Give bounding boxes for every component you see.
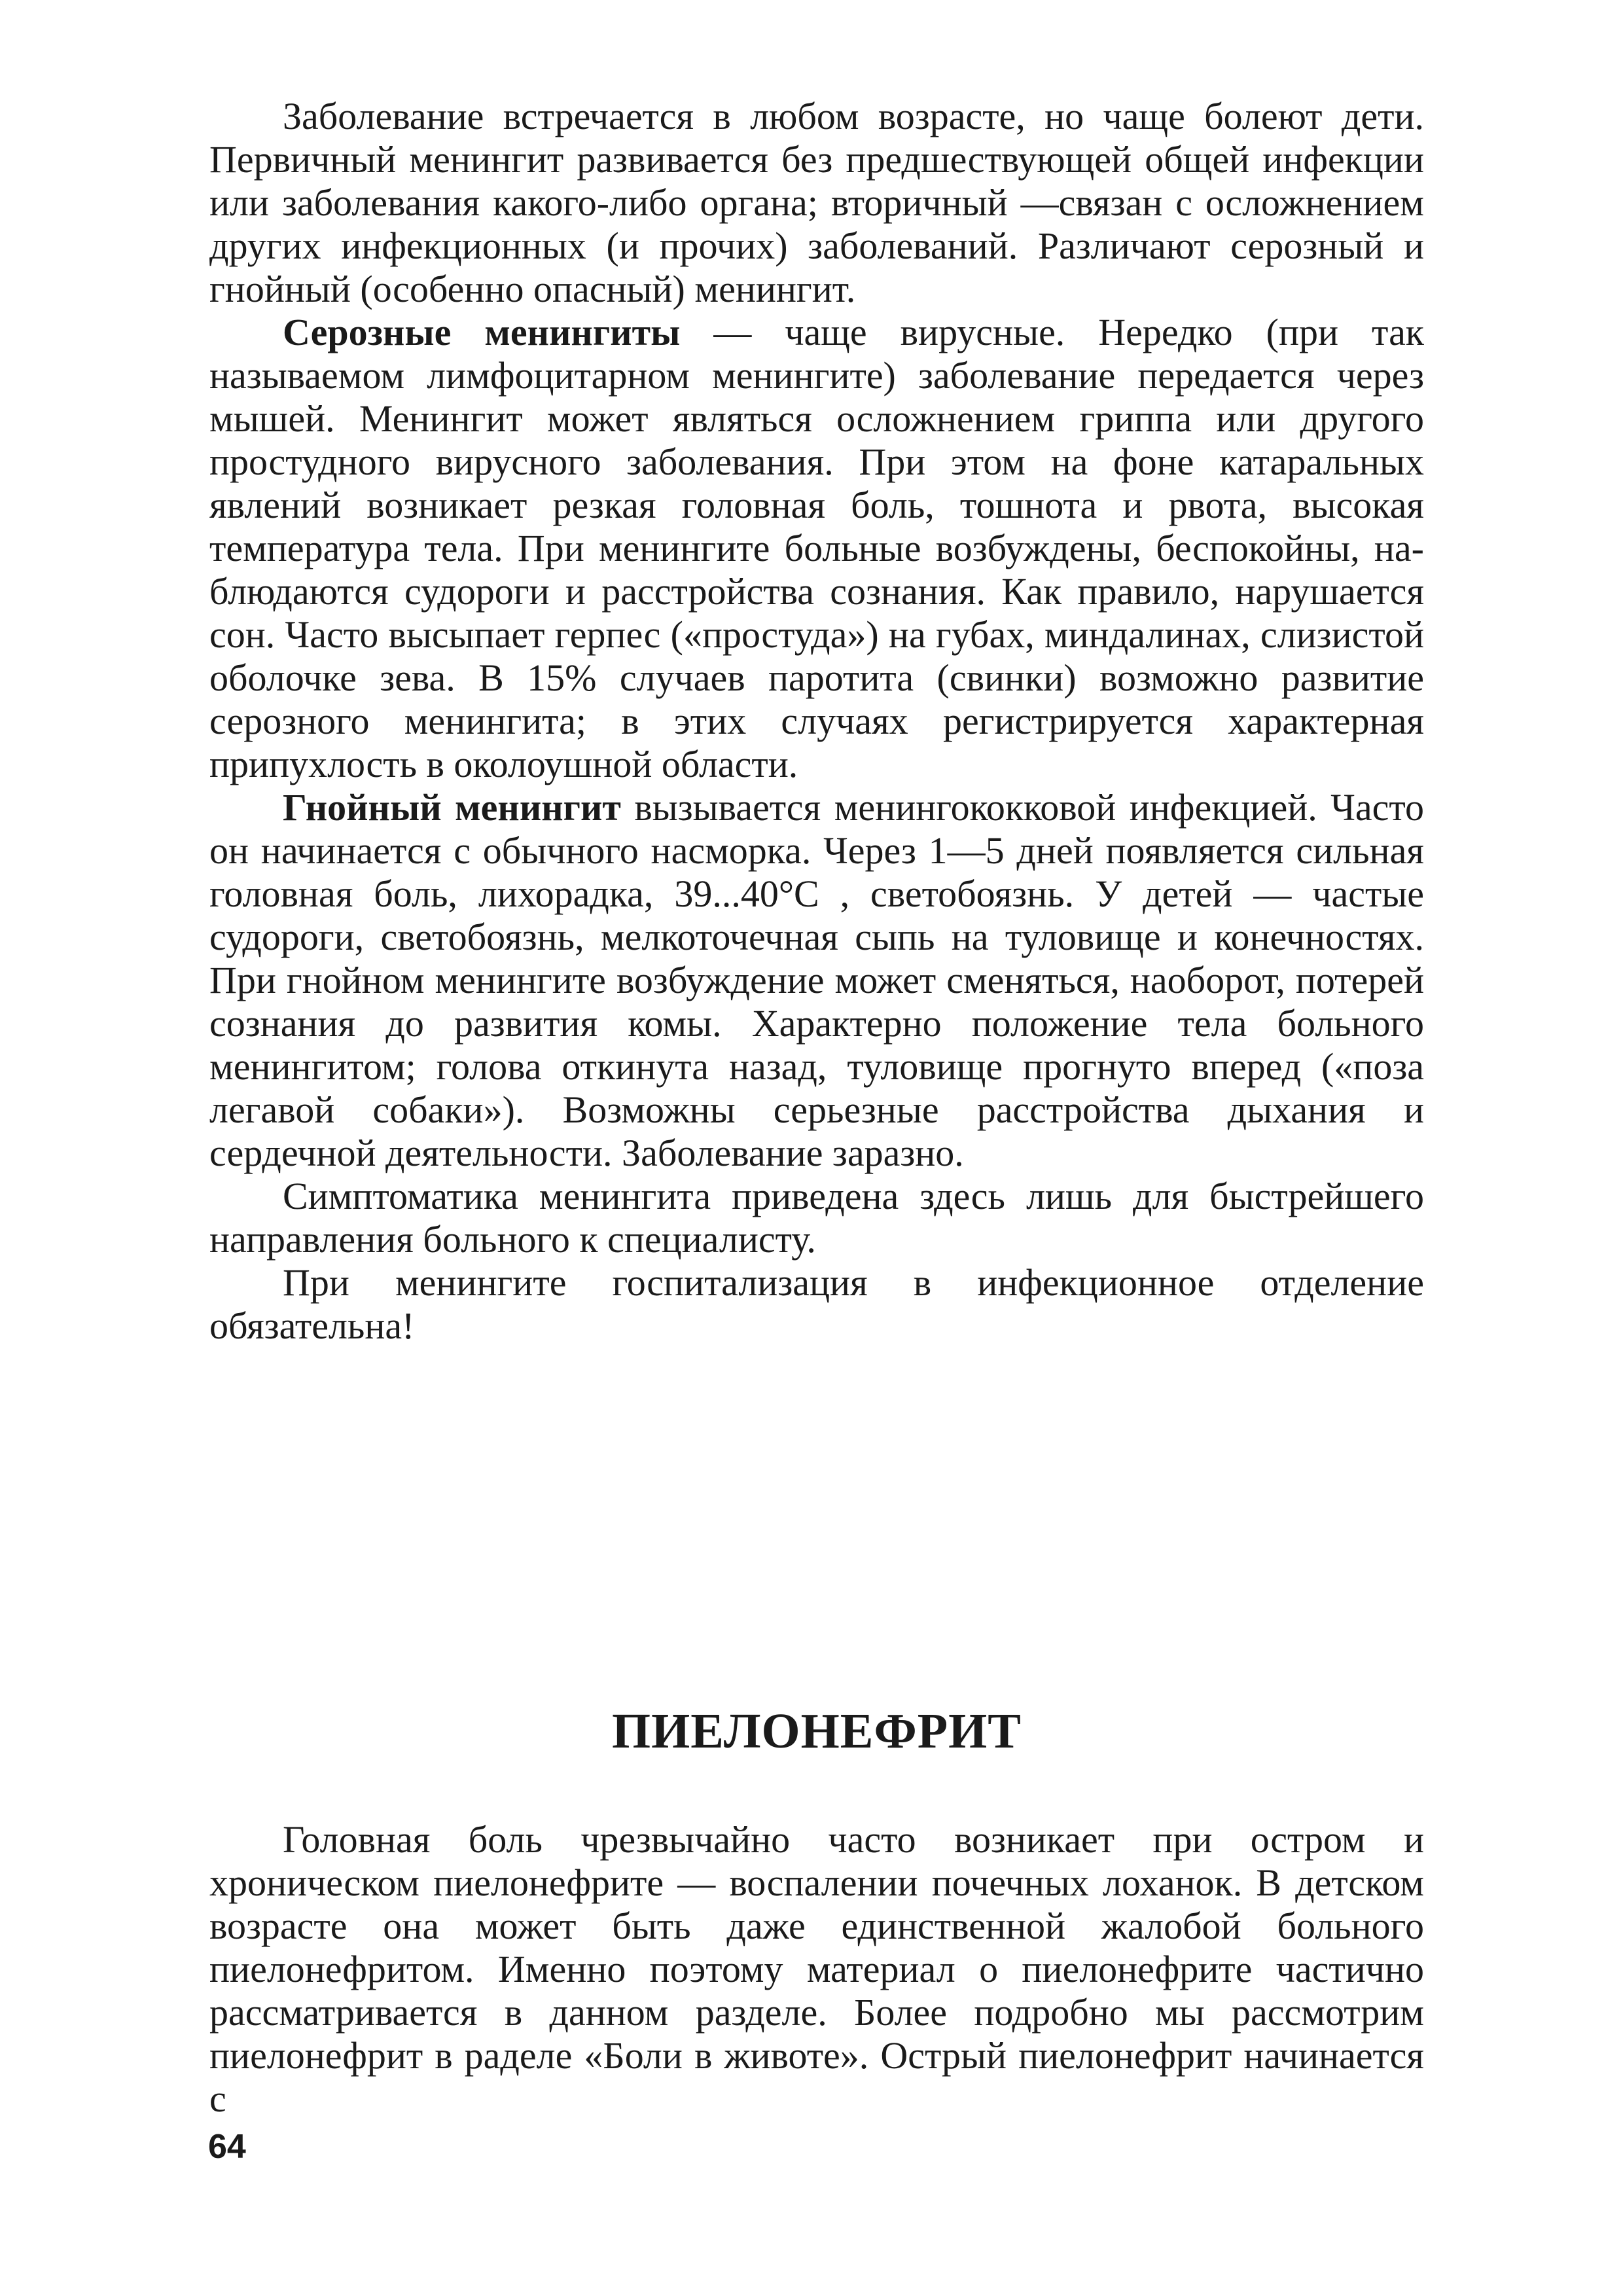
section-heading: ПИЕЛОНЕФРИТ [612, 1704, 1022, 1759]
paragraph-body: вызывается менингококковой инфекцией. Часто он начинается с обычного насморка. Через 1—5 дней появляется сильная головная боль, лихорадка, 39...40°С , светобоязнь. У детей — частые судороги, светобоязнь, мелкоточечная сыпь на туловище и конечностях. При гнойном менингите возбуждение может сменяться, наоборот, потерей сознания до развития комы. Характерно положение тела больного менингитом; голова откинута назад, туловище прогнуто вперед («поза легавой собаки»). Возможны серьезные расстройства дыхания и сердечной деятельности. Заболевание заразно. [209, 786, 1424, 1174]
paragraph-pyelonephritis: Головная боль чрезвычайно часто возникает при остром и хроническом пиелонефрите — воспалении почечных лоханок. В детском возрасте она может быть даже единственной жалобой больного пиелонефритом. Именно поэтому материал о пиелонефрите частично рассматривается в данном разделе. Более подробно мы рассмотрим пиелонефрит в раделе «Боли в животе». Острый пиелонефрит начинается с [209, 1818, 1424, 2120]
paragraph-purulent-meningitis [209, 786, 1424, 1175]
paragraph-intro [209, 95, 1424, 311]
paragraph-lead: Серозные менингиты [283, 311, 681, 353]
paragraph-hospitalization [209, 1261, 1424, 1348]
pyelonephritis-text-block [209, 1818, 1424, 2121]
paragraph-body: Заболевание встречается в любом возрасте, но чаще болеют дети. Первичный менингит развивается без предшествующей общей инфекции или заболевания какого-либо органа; вторичный —связан с осложнением других инфекционных (и прочих) заболеваний. Различают серозный и гнойный (особенно опасный) менингит. [209, 95, 1424, 310]
paragraph-symptoms-note [209, 1175, 1424, 1261]
paragraph-body: Симптоматика менингита приведена здесь лишь для быстрейшего направления больного к специалисту. [209, 1175, 1424, 1261]
meningitis-text-block [209, 95, 1424, 1348]
page-number: 64 [208, 2128, 246, 2166]
paragraph-serous-meningitis [209, 311, 1424, 786]
paragraph-body: — чаще вирусные. Нередко (при так называемом лимфоцитарном менингите) заболевание передается через мышей. Менингит может являться осложнением гриппа или другого простудного вирусного заболевания. При этом на фоне катаральных явлений возникает резкая головная боль, тошнота и рвота, высокая температура тела. При менингите больные возбуждены, беспокойны, наблюдаются судороги и расстройства сознания. Как правило, нарушается сон. Часто высыпает герпес («простуда») на губах, миндалинах, слизистой оболочке зева. В 15% случаев паротита (свинки) возможно развитие серозного менингита; в этих случаях регистрируется характерная припухлость в околоушной области. [209, 311, 1424, 785]
paragraph-lead: Гнойный менингит [283, 786, 621, 829]
paragraph-body: При менингите госпитализация в инфекционное отделение обязательна! [209, 1261, 1424, 1347]
